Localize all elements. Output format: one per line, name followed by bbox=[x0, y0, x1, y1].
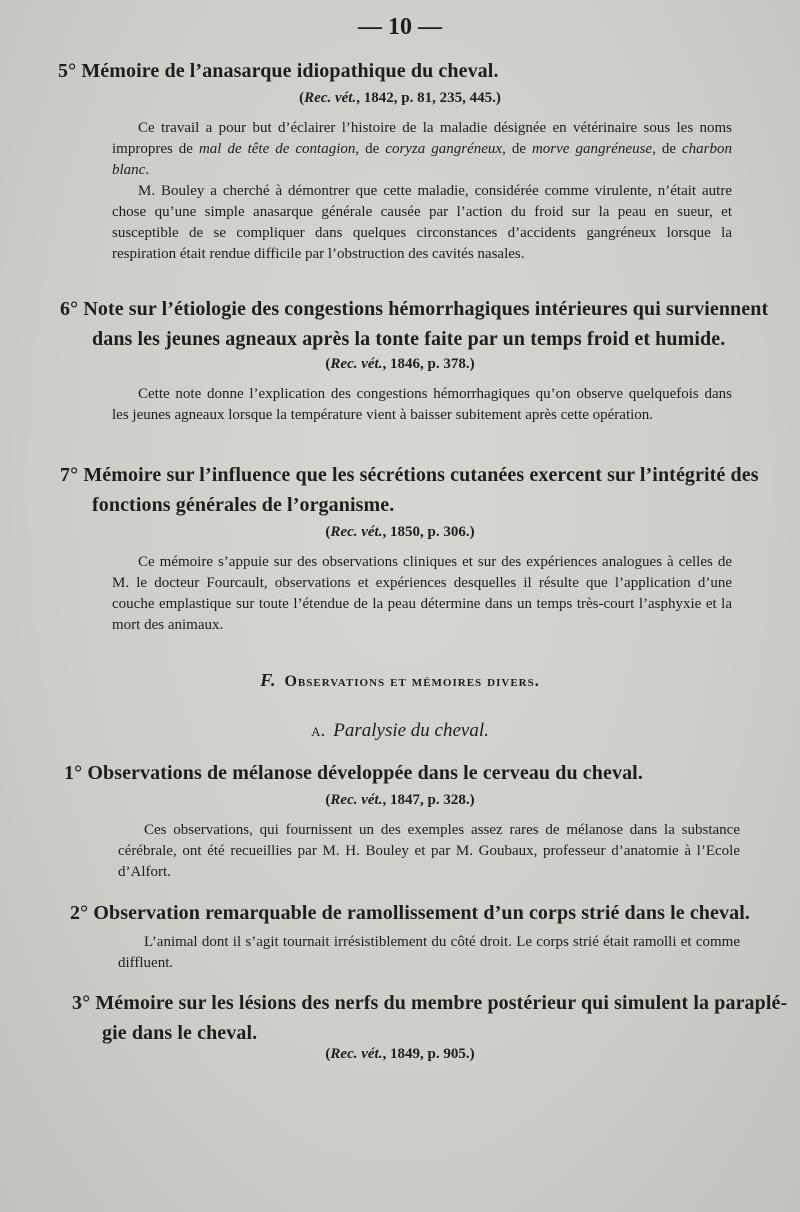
observation-3-number: 3° bbox=[72, 992, 91, 1014]
entry-7-title-line-2: fonctions générales de l’organisme. bbox=[92, 494, 395, 516]
entry-5-p1-italic-1: mal de tête de contagion bbox=[198, 141, 356, 157]
observation-3-title-line-1: Mémoire sur les lésions des nerfs du membre postérieur qui simulent la paraplé- bbox=[95, 992, 788, 1014]
entry-6-title-line-1: Note sur l’étiologie des congestions hémorrhagiques intérieures qui surviennent bbox=[83, 298, 769, 320]
observation-2-number: 2° bbox=[70, 902, 89, 924]
observation-1-number: 1° bbox=[64, 762, 83, 784]
entry-5-p1-italic-4: charbon blanc bbox=[112, 141, 732, 178]
observation-1-reference: (Rec. vét., 1847, p. 328.) bbox=[325, 792, 475, 808]
entry-5-ref-details: , 1842, p. 81, 235, 445.) bbox=[356, 90, 501, 106]
observation-1-ref-details: , 1847, p. 328.) bbox=[382, 792, 475, 808]
observation-2-description bbox=[118, 932, 740, 974]
entry-6-paragraph: Cette note donne l’explication des congestions hémorrhagiques qu’on observe quelquefois dans les jeunes agneaux lorsque la température vient à baisser subitement après cette opération. bbox=[112, 386, 732, 423]
entry-7-description bbox=[112, 552, 732, 636]
section-f-letter: F. bbox=[260, 670, 277, 690]
subsection-a-letter: a. bbox=[311, 720, 326, 741]
observation-3-title-line-2: gie dans le cheval. bbox=[102, 1022, 258, 1044]
entry-6-ref-source: Rec. vét. bbox=[330, 356, 383, 372]
section-f-heading bbox=[0, 670, 800, 691]
entry-7-reference: (Rec. vét., 1850, p. 306.) bbox=[325, 524, 475, 540]
observation-3-ref-details: , 1849, p. 905.) bbox=[382, 1046, 475, 1062]
subsection-a-heading bbox=[0, 720, 800, 742]
section-f-title: Observations et mémoires divers. bbox=[284, 673, 540, 690]
observation-2-title-text: Observation remarquable de ramollissement d’un corps strié dans le cheval. bbox=[93, 902, 750, 924]
entry-6-title-line-2: dans les jeunes agneaux après la tonte faite par un temps froid et humide. bbox=[92, 328, 726, 350]
observation-1-ref-source: Rec. vét. bbox=[330, 792, 383, 808]
observation-3-reference: (Rec. vét., 1849, p. 905.) bbox=[325, 1046, 475, 1062]
subsection-a-title: Paralysie du cheval. bbox=[333, 720, 489, 741]
entry-7-paragraph: Ce mémoire s’appuie sur des observations cliniques et sur des expériences analogues à celles de M. le docteur Fourcault, observations et expériences desquelles il résulte que l’application d’une couche emplastique sur toute l’étendue de la peau détermine dans un temps très-court l’asphyxie et la mort des animaux. bbox=[112, 554, 732, 633]
observation-2-paragraph: L’animal dont il s’agit tournait irrésistiblement du côté droit. Le corps strié était ramolli et comme diffluent. bbox=[118, 934, 740, 971]
entry-6-title bbox=[60, 294, 768, 354]
entry-7-number: 7° bbox=[60, 464, 79, 486]
entry-5-p1-text-c: , de bbox=[502, 141, 532, 157]
entry-5-p1-text-a: Ce travail a pour but d’éclairer l’histoire de la maladie désignée en vétérinaire sous les noms impropres de bbox=[112, 120, 732, 157]
entry-7-ref-source: Rec. vét. bbox=[330, 524, 383, 540]
entry-5-title-text: Mémoire de l’anasarque idiopathique du cheval. bbox=[81, 60, 499, 82]
entry-5-paragraph-1 bbox=[112, 118, 732, 181]
observation-1-description bbox=[118, 820, 740, 883]
entry-5-p1-italic-2: coryza gangréneux bbox=[385, 141, 503, 157]
entry-6-description bbox=[112, 384, 732, 426]
entry-5-title bbox=[58, 56, 499, 86]
entry-7-title bbox=[60, 460, 759, 520]
entry-5-p1-text-d: , de bbox=[652, 141, 682, 157]
entry-5-paragraph-2: M. Bouley a cherché à démontrer que cette maladie, considérée comme virulente, n’était autre chose qu’une simple anasarque générale causée par l’action du froid sur la peau en sueur, et susceptible de se compliquer dans quelques circonstances d’accidents gangréneux lorsque la respiration était rendue difficile par l’obstruction des cavités nasales. bbox=[112, 183, 732, 262]
entry-7-ref-details: , 1850, p. 306.) bbox=[382, 524, 475, 540]
entry-5-reference: (Rec. vét., 1842, p. 81, 235, 445.) bbox=[299, 90, 501, 106]
observation-3-title bbox=[72, 988, 787, 1048]
entry-6-number: 6° bbox=[60, 298, 79, 320]
entry-5-p1-text-b: , de bbox=[355, 141, 386, 157]
entry-6-reference: (Rec. vét., 1846, p. 378.) bbox=[325, 356, 475, 372]
observation-1-title bbox=[64, 758, 643, 788]
entry-5-p1-text-e: . bbox=[145, 162, 150, 178]
observation-2-title bbox=[70, 898, 750, 928]
observation-1-paragraph: Ces observations, qui fournissent un des exemples assez rares de mélanose dans la substance cérébrale, ont été recueillies par M. H. Bouley et par M. Goubaux, professeur d’anatomie à l’Ecole d’Alfort. bbox=[118, 822, 740, 880]
observation-3-ref-source: Rec. vét. bbox=[330, 1046, 383, 1062]
entry-5-number: 5° bbox=[58, 60, 77, 82]
observation-1-title-text: Observations de mélanose développée dans le cerveau du cheval. bbox=[87, 762, 643, 784]
entry-6-ref-details: , 1846, p. 378.) bbox=[382, 356, 475, 372]
page-number: — 10 — bbox=[358, 14, 442, 40]
entry-5-ref-source: Rec. vét. bbox=[304, 90, 357, 106]
entry-7-title-line-1: Mémoire sur l’influence que les sécrétions cutanées exercent sur l’intégrité des bbox=[83, 464, 759, 486]
entry-5-description bbox=[112, 118, 732, 265]
entry-5-p1-italic-3: morve gangréneuse bbox=[531, 141, 653, 157]
